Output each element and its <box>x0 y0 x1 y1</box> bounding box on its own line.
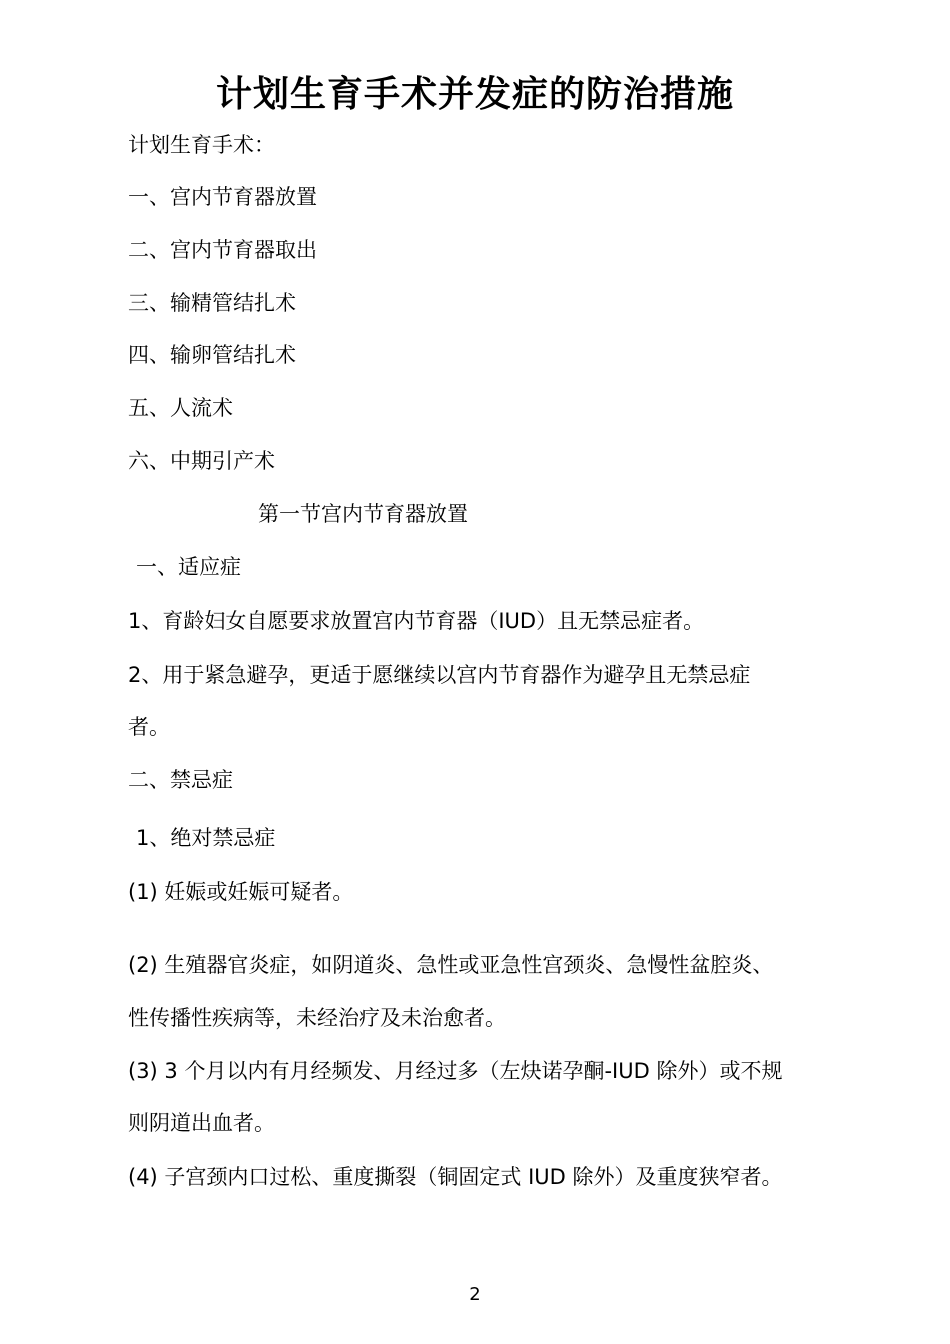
contraindication-item-continued: 性传播性疾病等，未经治疗及未治愈者。 <box>128 1006 506 1030</box>
procedure-item: 五、人流术 <box>128 396 233 420</box>
indication-item: 1、育龄妇女自愿要求放置宫内节育器（IUD）且无禁忌症者。 <box>128 609 705 633</box>
contraindication-item: (4) 子宫颈内口过松、重度撕裂（铜固定式 IUD 除外）及重度狭窄者。 <box>128 1165 783 1189</box>
section-heading: 第一节宫内节育器放置 <box>258 502 468 526</box>
procedure-item: 三、输精管结扎术 <box>128 291 296 315</box>
document-title: 计划生育手术并发症的防治措施 <box>215 74 734 115</box>
indication-item-continued: 者。 <box>128 715 170 739</box>
page-number: 2 <box>469 1284 481 1305</box>
contraindication-item: (2) 生殖器官炎症，如阴道炎、急性或亚急性宫颈炎、急慢性盆腔炎、 <box>128 953 774 977</box>
procedure-item: 一、宫内节育器放置 <box>128 185 317 209</box>
contraindication-item: (1) 妊娠或妊娠可疑者。 <box>128 880 354 904</box>
contraindications-subheading: 1、绝对禁忌症 <box>136 826 276 850</box>
contraindication-item-continued: 则阴道出血者。 <box>128 1111 275 1135</box>
indication-item: 2、用于紧急避孕，更适于愿继续以宫内节育器作为避孕且无禁忌症 <box>128 663 751 687</box>
indications-heading: 一、适应症 <box>136 555 241 579</box>
intro-text: 计划生育手术： <box>128 133 275 157</box>
contraindications-heading: 二、禁忌症 <box>128 768 233 792</box>
procedure-item: 二、宫内节育器取出 <box>128 238 317 262</box>
contraindication-item: (3) 3 个月以内有月经频发、月经过多（左炔诺孕酮-IUD 除外）或不规 <box>128 1059 783 1083</box>
procedure-item: 六、中期引产术 <box>128 449 275 473</box>
procedure-item: 四、输卵管结扎术 <box>128 343 296 367</box>
